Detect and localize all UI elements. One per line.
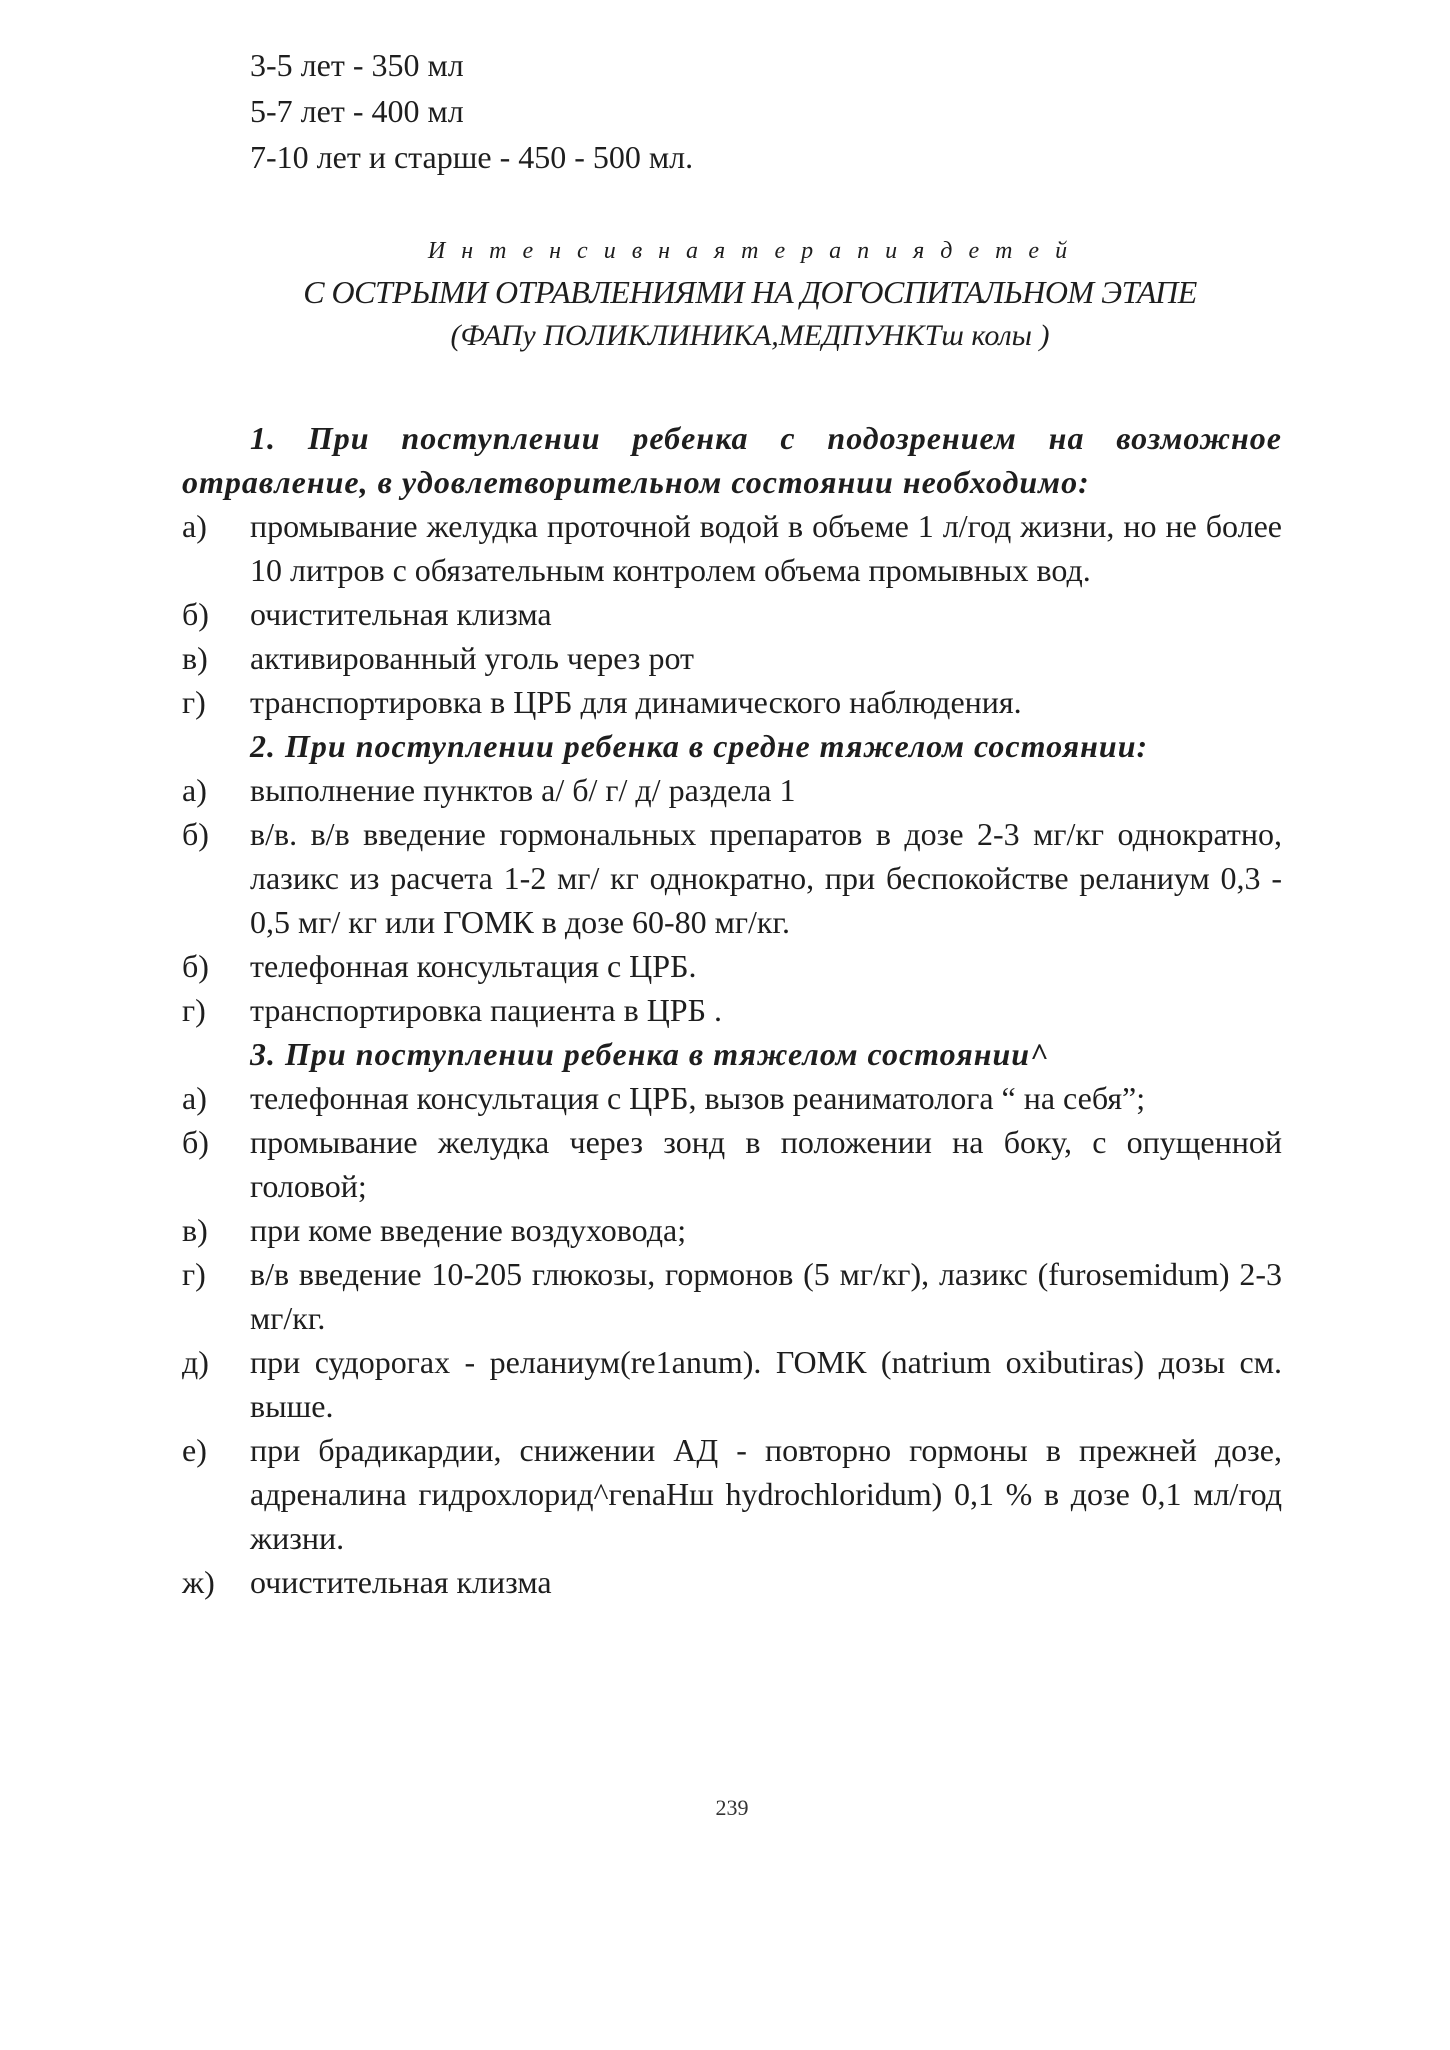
item-letter: г) xyxy=(182,992,206,1028)
title-line: И н т е н с и в н а я т е р а п и я д е т е й xyxy=(427,238,1073,264)
item-letter: в) xyxy=(182,1212,208,1248)
item-text: телефонная консультация с ЦРБ. xyxy=(250,948,697,984)
list-item xyxy=(182,504,1282,592)
item-letter: ж) xyxy=(182,1564,215,1600)
item-text: при брадикардии, снижении АД - повторно гормоны в прежней дозе, адреналина гидрохлорид^гenaHш hydrochloridum) 0,1 % в дозе 0,1 мл/год жизни. xyxy=(250,1432,1282,1556)
item-letter: а) xyxy=(182,1080,207,1116)
item-letter: г) xyxy=(182,1256,206,1292)
item-text: транспортировка пациента в ЦРБ . xyxy=(250,992,722,1028)
section-1 xyxy=(182,416,1282,724)
list-item xyxy=(182,768,1282,812)
section-heading: 3. При поступлении ребенка в тяжелом состоянии^ xyxy=(250,1036,1050,1072)
list-item xyxy=(182,592,1282,636)
item-text: телефонная консультация с ЦРБ, вызов реаниматолога “ на себя”; xyxy=(250,1080,1146,1116)
page-number: 239 xyxy=(715,1795,749,1820)
item-letter: г) xyxy=(182,684,206,720)
title-line: С ОСТРЫМИ ОТРАВЛЕНИЯМИ НА ДОГОСПИТАЛЬНОМ ЭТАПЕ xyxy=(303,274,1197,310)
item-text: при коме введение воздуховода; xyxy=(250,1212,687,1248)
list-item xyxy=(182,812,1282,944)
intro-line: 7-10 лет и старше - 450 - 500 мл. xyxy=(250,139,694,175)
item-letter: в) xyxy=(182,640,208,676)
list-item xyxy=(182,680,1282,724)
item-letter: б) xyxy=(182,948,209,984)
item-letter: б) xyxy=(182,816,209,852)
item-text: транспортировка в ЦРБ для динамического наблюдения. xyxy=(250,684,1022,720)
section-3 xyxy=(182,1032,1282,1604)
item-text: промывание желудка через зонд в положении на боку, с опущенной головой; xyxy=(250,1124,1282,1204)
list-item xyxy=(182,1560,1282,1604)
document-title xyxy=(182,232,1282,358)
item-text: очистительная клизма xyxy=(250,596,552,632)
item-letter: б) xyxy=(182,1124,209,1160)
item-text: при судорогах - реланиум(re1anum). ГОМК (natrium oxibutiras) дозы см. выше. xyxy=(250,1344,1282,1424)
list-item xyxy=(182,1120,1282,1208)
item-text: активированный уголь через рот xyxy=(250,640,694,676)
item-text: промывание желудка проточной водой в объеме 1 л/год жизни, но не более 10 литров с обязательным контролем объема промывных вод. xyxy=(250,508,1282,588)
item-letter: е) xyxy=(182,1432,207,1468)
item-letter: а) xyxy=(182,508,207,544)
document-page xyxy=(182,42,1282,2002)
list-item xyxy=(182,1076,1282,1120)
list-item xyxy=(182,1252,1282,1340)
item-text: очистительная клизма xyxy=(250,1564,552,1600)
list-item xyxy=(182,1208,1282,1252)
item-text: выполнение пунктов а/ б/ г/ д/ раздела 1 xyxy=(250,772,796,808)
list-item xyxy=(182,636,1282,680)
item-text: в/в введение 10-205 глюкозы, гормонов (5 мг/кг), лазикс (furosemidum) 2-3 мг/кг. xyxy=(250,1256,1282,1336)
item-letter: а) xyxy=(182,772,207,808)
intro-line: 5-7 лет - 400 мл xyxy=(250,93,464,129)
section-2 xyxy=(182,724,1282,1032)
item-letter: б) xyxy=(182,596,209,632)
item-text: в/в. в/в введение гормональных препаратов в дозе 2-3 мг/кг однократно, лазикс из расчета 1-2 мг/ кг однократно, при беспокойстве реланиум 0,3 - 0,5 мг/ кг или ГОМК в дозе 60-80 мг/кг. xyxy=(250,816,1282,940)
list-item xyxy=(182,988,1282,1032)
list-item xyxy=(182,1428,1282,1560)
intro-line: 3-5 лет - 350 мл xyxy=(250,47,464,83)
list-item xyxy=(182,1340,1282,1428)
item-letter: д) xyxy=(182,1344,209,1380)
title-line: (ФАПу ПОЛИКЛИНИКА,МЕДПУНКТш колы ) xyxy=(450,319,1050,352)
section-heading: 2. При поступлении ребенка в средне тяжелом состоянии: xyxy=(250,728,1149,764)
list-item xyxy=(182,944,1282,988)
intro-list xyxy=(182,42,1282,180)
section-heading: 1. При поступлении ребенка с подозрением на возможное отравление, в удовлетворительном состоянии необходимо: xyxy=(182,420,1282,500)
